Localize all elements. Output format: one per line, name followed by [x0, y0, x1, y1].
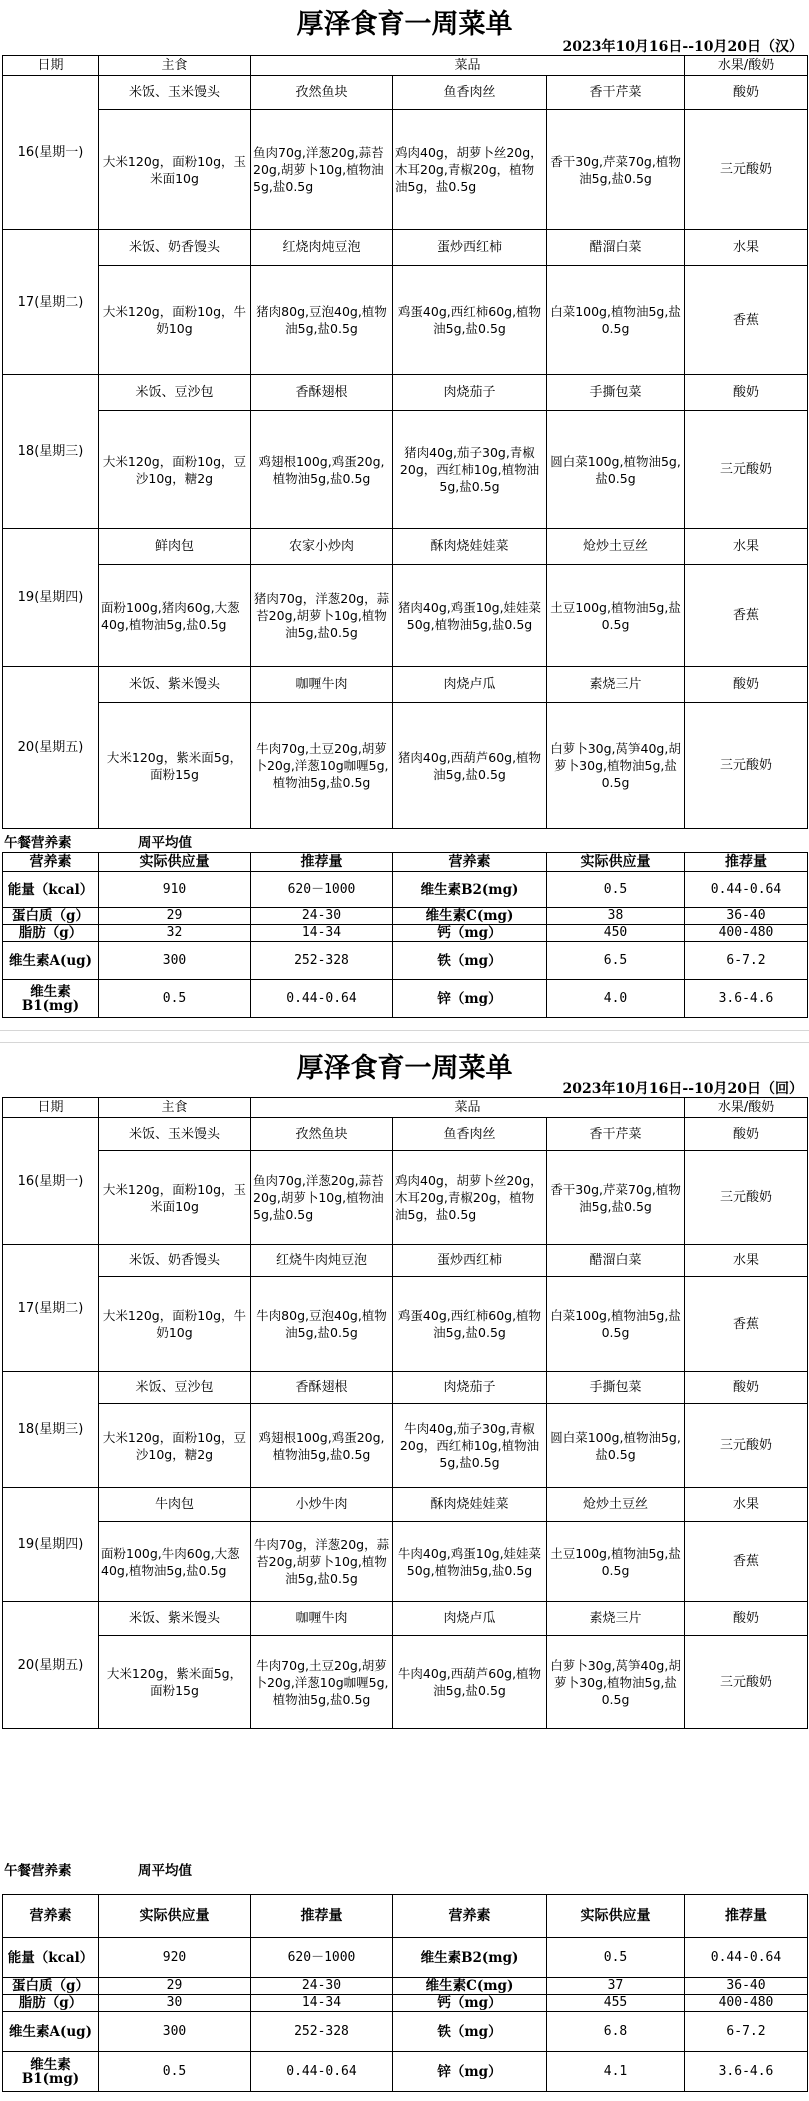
fruit-name: 水果 — [685, 529, 808, 565]
actual-value: 0.5 — [99, 980, 251, 1018]
fruit-name: 酸奶 — [685, 76, 808, 110]
staple-name: 米饭、玉米馒头 — [99, 1118, 251, 1151]
fruit-detail: 香蕉 — [685, 565, 808, 667]
grid-line — [0, 1042, 809, 1043]
dish-name: 农家小炒肉 — [251, 529, 393, 565]
grid-line — [0, 1030, 809, 1031]
staple-name: 米饭、紫米馒头 — [99, 667, 251, 703]
day-name-row — [3, 1372, 808, 1404]
dish-name: 酥肉烧娃娃菜 — [393, 1488, 547, 1522]
dish-ingredients: 牛肉40g,西葫芦60g,植物油5g,盐0.5g — [393, 1636, 547, 1729]
dish-name: 手撕包菜 — [547, 375, 685, 411]
actual-value: 455 — [547, 1995, 685, 2012]
header-dishes: 菜品 — [251, 56, 685, 76]
fruit-name: 水果 — [685, 1245, 808, 1277]
actual-value: 4.0 — [547, 980, 685, 1018]
dish-name: 素烧三片 — [547, 667, 685, 703]
day-label: 20(星期五) — [3, 667, 99, 829]
recommended-value: 400-480 — [685, 1995, 808, 2012]
nutrient-name: 维生素B1(mg) — [3, 2052, 99, 2092]
staple-ingredients: 大米120g，面粉10g，玉米面10g — [99, 1151, 251, 1245]
fruit-detail: 三元酸奶 — [685, 703, 808, 829]
nutrition-caption — [2, 834, 807, 852]
nutrition-row — [3, 2012, 808, 2052]
dish-name: 红烧牛肉炖豆泡 — [251, 1245, 393, 1277]
day-label: 18(星期三) — [3, 375, 99, 529]
staple-name: 米饭、豆沙包 — [99, 1372, 251, 1404]
dish-name: 香酥翅根 — [251, 375, 393, 411]
actual-value: 300 — [99, 2012, 251, 2052]
staple-ingredients: 大米120g，面粉10g，牛奶10g — [99, 1277, 251, 1372]
dish-ingredients: 鸡翅根100g,鸡蛋20g,植物油5g,盐0.5g — [251, 1404, 393, 1488]
nutrition-row — [3, 908, 808, 925]
nutrient-name: 铁（mg） — [393, 2012, 547, 2052]
day-label: 18(星期三) — [3, 1372, 99, 1488]
actual-value: 910 — [99, 872, 251, 908]
actual-value: 38 — [547, 908, 685, 925]
actual-value: 29 — [99, 908, 251, 925]
day-label: 17(星期二) — [3, 1245, 99, 1372]
nutrition-header-row — [3, 853, 808, 872]
dish-name: 小炒牛肉 — [251, 1488, 393, 1522]
dish-name: 香干芹菜 — [547, 76, 685, 110]
day-ingredient-row — [3, 1151, 808, 1245]
dish-ingredients: 香干30g,芹菜70g,植物油5g,盐0.5g — [547, 110, 685, 230]
dish-name: 酥肉烧娃娃菜 — [393, 529, 547, 565]
dish-ingredients: 土豆100g,植物油5g,盐0.5g — [547, 565, 685, 667]
header-date: 日期 — [3, 1098, 99, 1118]
day-name-row — [3, 1245, 808, 1277]
menu-table — [2, 1097, 808, 1729]
menu-title: 厚泽食育一周菜单 — [296, 9, 513, 40]
recommended-value: 0.44-0.64 — [685, 872, 808, 908]
fruit-name: 水果 — [685, 230, 808, 266]
date-range: 2023年10月16日--10月20日（回） — [562, 1081, 803, 1097]
day-label: 19(星期四) — [3, 529, 99, 667]
dish-name: 素烧三片 — [547, 1602, 685, 1636]
recommended-value: 400-480 — [685, 925, 808, 942]
recommended-value: 620－1000 — [251, 1938, 393, 1978]
day-name-row — [3, 1602, 808, 1636]
menu-header-row — [3, 56, 808, 76]
staple-ingredients: 大米120g，紫米面5g，面粉15g — [99, 1636, 251, 1729]
actual-value: 29 — [99, 1978, 251, 1995]
fruit-name: 酸奶 — [685, 1602, 808, 1636]
dish-ingredients: 猪肉80g,豆泡40g,植物油5g,盐0.5g — [251, 266, 393, 375]
date-range: 2023年10月16日--10月20日（汉） — [562, 39, 803, 55]
nutrition-row — [3, 1938, 808, 1978]
nutrition-average-label: 周平均值 — [138, 834, 192, 851]
nutrition-row — [3, 1978, 808, 1995]
actual-value: 37 — [547, 1978, 685, 1995]
recommended-value: 620－1000 — [251, 872, 393, 908]
nutrient-name: 维生素A(ug) — [3, 942, 99, 980]
nutrition-table — [2, 852, 808, 1018]
nutrient-name: 维生素B2(mg) — [393, 1938, 547, 1978]
staple-name: 米饭、奶香馒头 — [99, 230, 251, 266]
day-ingredient-row — [3, 1522, 808, 1602]
staple-name: 米饭、玉米馒头 — [99, 76, 251, 110]
dish-name: 炝炒土豆丝 — [547, 529, 685, 565]
dish-ingredients: 鸡蛋40g,西红柿60g,植物油5g,盐0.5g — [393, 1277, 547, 1372]
nutrient-name: 蛋白质（g） — [3, 908, 99, 925]
day-name-row — [3, 230, 808, 266]
day-name-row — [3, 1118, 808, 1151]
header-staple: 主食 — [99, 56, 251, 76]
recommended-value: 0.44-0.64 — [251, 2052, 393, 2092]
staple-name: 米饭、紫米馒头 — [99, 1602, 251, 1636]
menu-sheet-1 — [0, 0, 809, 1040]
nutrition-average-label: 周平均值 — [138, 1862, 192, 1879]
dish-ingredients: 鱼肉70g,洋葱20g,蒜苔20g,胡萝卜10g,植物油5g,盐0.5g — [251, 110, 393, 230]
nutrient-name: 维生素A(ug) — [3, 2012, 99, 2052]
recommended-value: 0.44-0.64 — [251, 980, 393, 1018]
dish-ingredients: 土豆100g,植物油5g,盐0.5g — [547, 1522, 685, 1602]
dish-ingredients: 鸡蛋40g,西红柿60g,植物油5g,盐0.5g — [393, 266, 547, 375]
dish-ingredients: 白萝卜30g,莴笋40g,胡萝卜30g,植物油5g,盐0.5g — [547, 1636, 685, 1729]
actual-value: 30 — [99, 1995, 251, 2012]
col-actual: 实际供应量 — [99, 1895, 251, 1938]
header-dishes: 菜品 — [251, 1098, 685, 1118]
dish-ingredients: 白菜100g,植物油5g,盐0.5g — [547, 1277, 685, 1372]
recommended-value: 6-7.2 — [685, 2012, 808, 2052]
actual-value: 6.5 — [547, 942, 685, 980]
menu-table — [2, 55, 808, 829]
nutrition-section-label: 午餐营养素 — [4, 834, 72, 851]
dish-ingredients: 鱼肉70g,洋葱20g,蒜苔20g,胡萝卜10g,植物油5g,盐0.5g — [251, 1151, 393, 1245]
actual-value: 920 — [99, 1938, 251, 1978]
recommended-value: 36-40 — [685, 1978, 808, 1995]
col-actual: 实际供应量 — [99, 853, 251, 872]
dish-ingredients: 猪肉70g，洋葱20g，蒜苔20g,胡萝卜10g,植物油5g,盐0.5g — [251, 565, 393, 667]
col-nutrient: 营养素 — [393, 853, 547, 872]
recommended-value: 3.6-4.6 — [685, 980, 808, 1018]
header-date: 日期 — [3, 56, 99, 76]
nutrition-row — [3, 980, 808, 1018]
fruit-detail: 三元酸奶 — [685, 411, 808, 529]
nutrition-header-row — [3, 1895, 808, 1938]
dish-name: 醋溜白菜 — [547, 230, 685, 266]
dish-ingredients: 牛肉80g,豆泡40g,植物油5g,盐0.5g — [251, 1277, 393, 1372]
col-nutrient: 营养素 — [3, 1895, 99, 1938]
dish-name: 咖喱牛肉 — [251, 1602, 393, 1636]
dish-ingredients: 牛肉70g，洋葱20g，蒜苔20g,胡萝卜10g,植物油5g,盐0.5g — [251, 1522, 393, 1602]
dish-ingredients: 香干30g,芹菜70g,植物油5g,盐0.5g — [547, 1151, 685, 1245]
dish-name: 孜然鱼块 — [251, 76, 393, 110]
dish-ingredients: 牛肉40g,茄子30g,青椒20g，西红柿10g,植物油5g,盐0.5g — [393, 1404, 547, 1488]
dish-name: 蛋炒西红柿 — [393, 1245, 547, 1277]
dish-ingredients: 白萝卜30g,莴笋40g,胡萝卜30g,植物油5g,盐0.5g — [547, 703, 685, 829]
dish-name: 香酥翅根 — [251, 1372, 393, 1404]
dish-ingredients: 鸡翅根100g,鸡蛋20g,植物油5g,盐0.5g — [251, 411, 393, 529]
col-actual: 实际供应量 — [547, 1895, 685, 1938]
day-ingredient-row — [3, 266, 808, 375]
nutrient-name: 能量（kcal） — [3, 872, 99, 908]
actual-value: 0.5 — [99, 2052, 251, 2092]
recommended-value: 14-34 — [251, 1995, 393, 2012]
day-label: 20(星期五) — [3, 1602, 99, 1729]
col-recommended: 推荐量 — [685, 1895, 808, 1938]
dish-ingredients: 牛肉40g,鸡蛋10g,娃娃菜50g,植物油5g,盐0.5g — [393, 1522, 547, 1602]
nutrition-row — [3, 1995, 808, 2012]
recommended-value: 3.6-4.6 — [685, 2052, 808, 2092]
fruit-name: 水果 — [685, 1488, 808, 1522]
day-label: 16(星期一) — [3, 1118, 99, 1245]
day-name-row — [3, 375, 808, 411]
fruit-detail: 三元酸奶 — [685, 1636, 808, 1729]
dish-ingredients: 白菜100g,植物油5g,盐0.5g — [547, 266, 685, 375]
nutrient-name: 铁（mg） — [393, 942, 547, 980]
dish-ingredients: 牛肉70g,土豆20g,胡萝卜20g,洋葱10g咖喱5g,植物油5g,盐0.5g — [251, 703, 393, 829]
day-ingredient-row — [3, 565, 808, 667]
actual-value: 6.8 — [547, 2012, 685, 2052]
nutrient-name: 钙（mg） — [393, 925, 547, 942]
recommended-value: 24-30 — [251, 1978, 393, 1995]
fruit-name: 酸奶 — [685, 375, 808, 411]
day-ingredient-row — [3, 1404, 808, 1488]
nutrient-name: 维生素B1(mg) — [3, 980, 99, 1018]
dish-name: 鱼香肉丝 — [393, 1118, 547, 1151]
recommended-value: 6-7.2 — [685, 942, 808, 980]
col-recommended: 推荐量 — [251, 1895, 393, 1938]
col-recommended: 推荐量 — [251, 853, 393, 872]
menu-sheet-2 — [0, 1044, 809, 2101]
dish-name: 手撕包菜 — [547, 1372, 685, 1404]
recommended-value: 36-40 — [685, 908, 808, 925]
nutrient-name: 维生素B2(mg) — [393, 872, 547, 908]
fruit-detail: 香蕉 — [685, 266, 808, 375]
nutrition-row — [3, 2052, 808, 2092]
nutrient-name: 脂肪（g） — [3, 1995, 99, 2012]
recommended-value: 14-34 — [251, 925, 393, 942]
fruit-detail: 三元酸奶 — [685, 110, 808, 230]
dish-ingredients: 猪肉40g,茄子30g,青椒20g，西红柿10g,植物油5g,盐0.5g — [393, 411, 547, 529]
staple-ingredients: 大米120g，面粉10g，豆沙10g，糖2g — [99, 411, 251, 529]
nutrition-row — [3, 942, 808, 980]
staple-name: 米饭、豆沙包 — [99, 375, 251, 411]
fruit-detail: 香蕉 — [685, 1277, 808, 1372]
menu-header-row — [3, 1098, 808, 1118]
dish-ingredients: 猪肉40g,西葫芦60g,植物油5g,盐0.5g — [393, 703, 547, 829]
nutrition-row — [3, 872, 808, 908]
nutrition-section-label: 午餐营养素 — [4, 1862, 72, 1879]
staple-ingredients: 大米120g，面粉10g，牛奶10g — [99, 266, 251, 375]
staple-name: 牛肉包 — [99, 1488, 251, 1522]
dish-name: 鱼香肉丝 — [393, 76, 547, 110]
day-ingredient-row — [3, 1636, 808, 1729]
dish-name: 咖喱牛肉 — [251, 667, 393, 703]
day-ingredient-row — [3, 1277, 808, 1372]
dish-name: 肉烧卢瓜 — [393, 1602, 547, 1636]
fruit-detail: 香蕉 — [685, 1522, 808, 1602]
day-label: 17(星期二) — [3, 230, 99, 375]
fruit-name: 酸奶 — [685, 667, 808, 703]
dish-ingredients: 圆白菜100g,植物油5g,盐0.5g — [547, 411, 685, 529]
col-recommended: 推荐量 — [685, 853, 808, 872]
dish-name: 炝炒土豆丝 — [547, 1488, 685, 1522]
actual-value: 450 — [547, 925, 685, 942]
staple-name: 米饭、奶香馒头 — [99, 1245, 251, 1277]
fruit-name: 酸奶 — [685, 1372, 808, 1404]
fruit-name: 酸奶 — [685, 1118, 808, 1151]
staple-name: 鲜肉包 — [99, 529, 251, 565]
dish-ingredients: 牛肉70g,土豆20g,胡萝卜20g,洋葱10g咖喱5g,植物油5g,盐0.5g — [251, 1636, 393, 1729]
dish-name: 肉烧茄子 — [393, 375, 547, 411]
col-actual: 实际供应量 — [547, 853, 685, 872]
actual-value: 4.1 — [547, 2052, 685, 2092]
col-nutrient: 营养素 — [393, 1895, 547, 1938]
actual-value: 0.5 — [547, 1938, 685, 1978]
day-ingredient-row — [3, 411, 808, 529]
day-name-row — [3, 529, 808, 565]
staple-ingredients: 大米120g，面粉10g，豆沙10g，糖2g — [99, 1404, 251, 1488]
header-fruit: 水果/酸奶 — [685, 56, 808, 76]
nutrition-row — [3, 925, 808, 942]
day-label: 16(星期一) — [3, 76, 99, 230]
nutrient-name: 能量（kcal） — [3, 1938, 99, 1978]
nutrient-name: 蛋白质（g） — [3, 1978, 99, 1995]
staple-ingredients: 大米120g，面粉10g，玉米面10g — [99, 110, 251, 230]
dish-name: 肉烧茄子 — [393, 1372, 547, 1404]
dish-name: 蛋炒西红柿 — [393, 230, 547, 266]
nutrient-name: 脂肪（g） — [3, 925, 99, 942]
nutrient-name: 维生素C(mg) — [393, 908, 547, 925]
dish-name: 醋溜白菜 — [547, 1245, 685, 1277]
header-staple: 主食 — [99, 1098, 251, 1118]
dish-ingredients: 圆白菜100g,植物油5g,盐0.5g — [547, 1404, 685, 1488]
recommended-value: 252-328 — [251, 942, 393, 980]
dish-name: 香干芹菜 — [547, 1118, 685, 1151]
dish-name: 红烧肉炖豆泡 — [251, 230, 393, 266]
dish-ingredients: 鸡肉40g，胡萝卜丝20g，木耳20g,青椒20g，植物油5g，盐0.5g — [393, 110, 547, 230]
dish-ingredients: 猪肉40g,鸡蛋10g,娃娃菜50g,植物油5g,盐0.5g — [393, 565, 547, 667]
dish-name: 肉烧卢瓜 — [393, 667, 547, 703]
fruit-detail: 三元酸奶 — [685, 1404, 808, 1488]
nutrition-caption — [2, 1856, 807, 1886]
day-name-row — [3, 667, 808, 703]
header-fruit: 水果/酸奶 — [685, 1098, 808, 1118]
staple-ingredients: 大米120g，紫米面5g，面粉15g — [99, 703, 251, 829]
recommended-value: 252-328 — [251, 2012, 393, 2052]
actual-value: 300 — [99, 942, 251, 980]
staple-ingredients: 面粉100g,猪肉60g,大葱40g,植物油5g,盐0.5g — [99, 565, 251, 667]
nutrition-table — [2, 1894, 808, 2092]
day-label: 19(星期四) — [3, 1488, 99, 1602]
menu-title: 厚泽食育一周菜单 — [296, 1053, 513, 1084]
fruit-detail: 三元酸奶 — [685, 1151, 808, 1245]
day-name-row — [3, 1488, 808, 1522]
nutrient-name: 钙（mg） — [393, 1995, 547, 2012]
day-name-row — [3, 76, 808, 110]
nutrient-name: 锌（mg） — [393, 980, 547, 1018]
day-ingredient-row — [3, 703, 808, 829]
nutrient-name: 维生素C(mg) — [393, 1978, 547, 1995]
nutrient-name: 锌（mg） — [393, 2052, 547, 2092]
actual-value: 32 — [99, 925, 251, 942]
col-nutrient: 营养素 — [3, 853, 99, 872]
recommended-value: 24-30 — [251, 908, 393, 925]
staple-ingredients: 面粉100g,牛肉60g,大葱40g,植物油5g,盐0.5g — [99, 1522, 251, 1602]
actual-value: 0.5 — [547, 872, 685, 908]
dish-ingredients: 鸡肉40g，胡萝卜丝20g，木耳20g,青椒20g，植物油5g，盐0.5g — [393, 1151, 547, 1245]
day-ingredient-row — [3, 110, 808, 230]
recommended-value: 0.44-0.64 — [685, 1938, 808, 1978]
dish-name: 孜然鱼块 — [251, 1118, 393, 1151]
